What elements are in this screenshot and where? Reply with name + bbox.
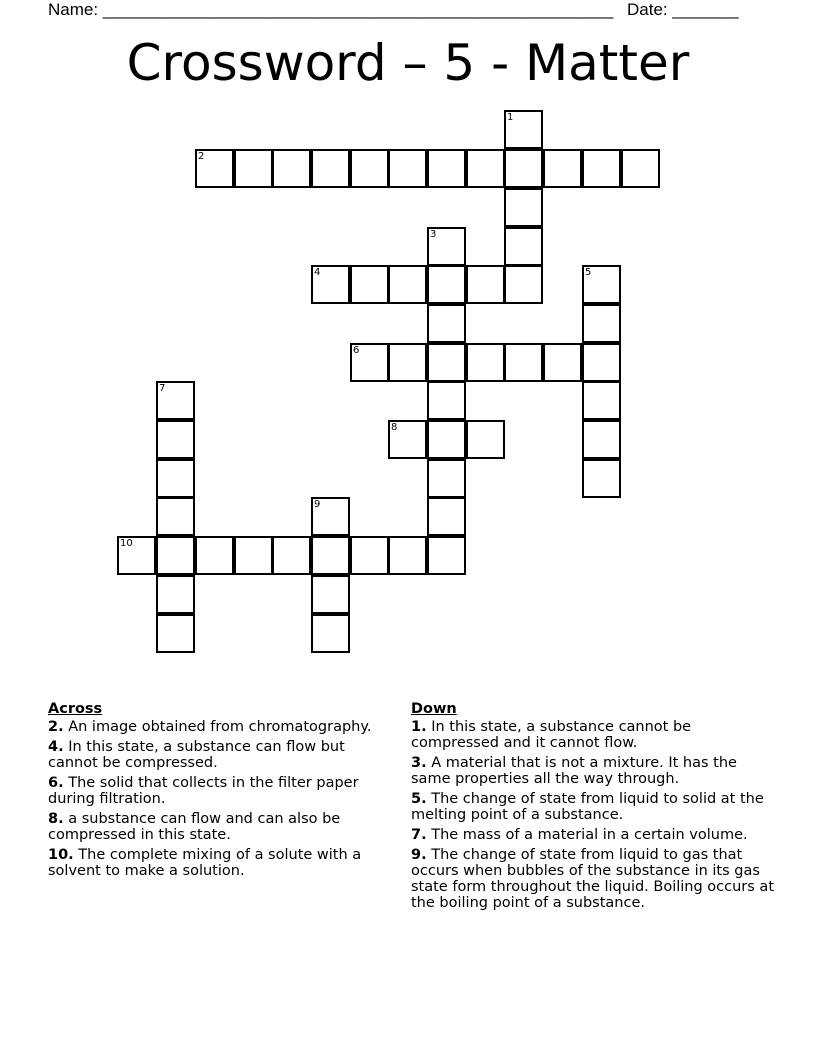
grid-cell[interactable] — [388, 420, 427, 459]
grid-cell[interactable] — [427, 265, 466, 304]
grid-cell[interactable] — [350, 343, 389, 382]
grid-cell[interactable] — [504, 265, 543, 304]
clue-number: 1. — [411, 719, 427, 735]
grid-cell[interactable] — [156, 420, 195, 459]
grid-cell[interactable] — [582, 343, 621, 382]
grid-cell[interactable] — [311, 497, 350, 536]
grid-cell[interactable] — [582, 265, 621, 304]
clue-number-label: 2 — [198, 151, 205, 162]
grid-cell[interactable] — [388, 265, 427, 304]
grid-cell[interactable] — [427, 304, 466, 343]
page-title: Crossword – 5 - Matter — [126, 34, 690, 92]
clue-text: The change of state from liquid to gas that occurs when bubbles of the substance in its gas state form throughout the liquid. Boiling occurs at the boiling point of a substance. — [411, 847, 775, 911]
clue-number: 6. — [48, 775, 64, 791]
grid-cell[interactable] — [427, 343, 466, 382]
grid-cell[interactable] — [350, 149, 389, 188]
clue-number-label: 10 — [120, 538, 133, 549]
clue-text: a substance can flow and can also be compressed in this state. — [48, 811, 341, 843]
clue-number-label: 6 — [353, 345, 360, 356]
grid-cell[interactable] — [350, 536, 389, 575]
grid-cell[interactable] — [621, 149, 660, 188]
grid-cell[interactable] — [543, 149, 582, 188]
grid-cell[interactable] — [156, 536, 195, 575]
clue-number: 8. — [48, 811, 64, 827]
grid-cell[interactable] — [311, 575, 350, 614]
grid-cell[interactable] — [582, 304, 621, 343]
clue-text: In this state, a substance cannot be compressed and it cannot flow. — [411, 719, 692, 751]
grid-cell[interactable] — [388, 343, 427, 382]
grid-cell[interactable] — [582, 420, 621, 459]
clue-text: The mass of a material in a certain volume. — [431, 827, 748, 843]
clue-text: The complete mixing of a solute with a solvent to make a solution. — [48, 847, 362, 879]
grid-cell[interactable] — [504, 149, 543, 188]
clue-number: 5. — [411, 791, 427, 807]
grid-cell[interactable] — [427, 381, 466, 420]
clue-text: The solid that collects in the filter paper during filtration. — [48, 775, 359, 807]
grid-cell[interactable] — [466, 420, 505, 459]
clue-text: An image obtained from chromatography. — [68, 719, 372, 735]
across-clue — [48, 847, 393, 879]
name-field-label: Name: ______________________________________________________ — [48, 0, 614, 19]
clue-number-label: 8 — [391, 422, 398, 433]
grid-cell[interactable] — [466, 149, 505, 188]
grid-cell[interactable] — [234, 536, 273, 575]
grid-cell[interactable] — [427, 459, 466, 498]
grid-cell[interactable] — [504, 110, 543, 149]
clue-number-label: 5 — [585, 267, 592, 278]
grid-cell[interactable] — [388, 149, 427, 188]
grid-cell[interactable] — [117, 536, 156, 575]
grid-cell[interactable] — [234, 149, 273, 188]
grid-cell[interactable] — [272, 536, 311, 575]
clue-number-label: 1 — [507, 112, 514, 123]
grid-cell[interactable] — [311, 265, 350, 304]
down-clues — [411, 701, 776, 915]
grid-cell[interactable] — [195, 149, 234, 188]
grid-cell[interactable] — [466, 343, 505, 382]
grid-cell[interactable] — [272, 149, 311, 188]
grid-cell[interactable] — [156, 614, 195, 653]
across-clue — [48, 719, 393, 735]
down-clue — [411, 755, 776, 787]
clue-number: 2. — [48, 719, 64, 735]
grid-cell[interactable] — [427, 497, 466, 536]
grid-cell[interactable] — [156, 459, 195, 498]
grid-cell[interactable] — [195, 536, 234, 575]
across-clue — [48, 775, 393, 807]
clue-number: 3. — [411, 755, 427, 771]
clue-text: The change of state from liquid to solid at the melting point of a substance. — [411, 791, 764, 823]
grid-cell[interactable] — [311, 149, 350, 188]
across-clue — [48, 739, 393, 771]
grid-cell[interactable] — [350, 265, 389, 304]
grid-cell[interactable] — [504, 343, 543, 382]
clue-number-label: 3 — [430, 229, 437, 240]
grid-cell[interactable] — [156, 497, 195, 536]
grid-cell[interactable] — [582, 459, 621, 498]
clue-number-label: 7 — [159, 383, 166, 394]
grid-cell[interactable] — [582, 149, 621, 188]
grid-cell[interactable] — [156, 381, 195, 420]
grid-cell[interactable] — [504, 227, 543, 266]
date-field-label: Date: _______ — [627, 0, 739, 19]
down-clue — [411, 827, 776, 843]
grid-cell[interactable] — [388, 536, 427, 575]
down-clue — [411, 719, 776, 751]
across-clue — [48, 811, 393, 843]
down-clue — [411, 791, 776, 823]
clue-number: 9. — [411, 847, 427, 863]
grid-cell[interactable] — [311, 614, 350, 653]
grid-cell[interactable] — [427, 227, 466, 266]
grid-cell[interactable] — [156, 575, 195, 614]
clue-number: 4. — [48, 739, 64, 755]
grid-cell[interactable] — [427, 536, 466, 575]
grid-cell[interactable] — [427, 149, 466, 188]
grid-cell[interactable] — [543, 343, 582, 382]
clue-number-label: 4 — [314, 267, 321, 278]
clue-number-label: 9 — [314, 499, 321, 510]
down-heading: Down — [411, 701, 457, 717]
grid-cell[interactable] — [582, 381, 621, 420]
across-heading: Across — [48, 701, 103, 717]
grid-cell[interactable] — [427, 420, 466, 459]
clue-text: A material that is not a mixture. It has the same properties all the way through. — [411, 755, 737, 787]
clue-number: 7. — [411, 827, 427, 843]
grid-cell[interactable] — [466, 265, 505, 304]
grid-cell[interactable] — [311, 536, 350, 575]
down-clue — [411, 847, 776, 911]
clue-number: 10. — [48, 847, 74, 863]
grid-cell[interactable] — [504, 188, 543, 227]
clue-text: In this state, a substance can flow but cannot be compressed. — [48, 739, 345, 771]
across-clues — [48, 701, 393, 883]
